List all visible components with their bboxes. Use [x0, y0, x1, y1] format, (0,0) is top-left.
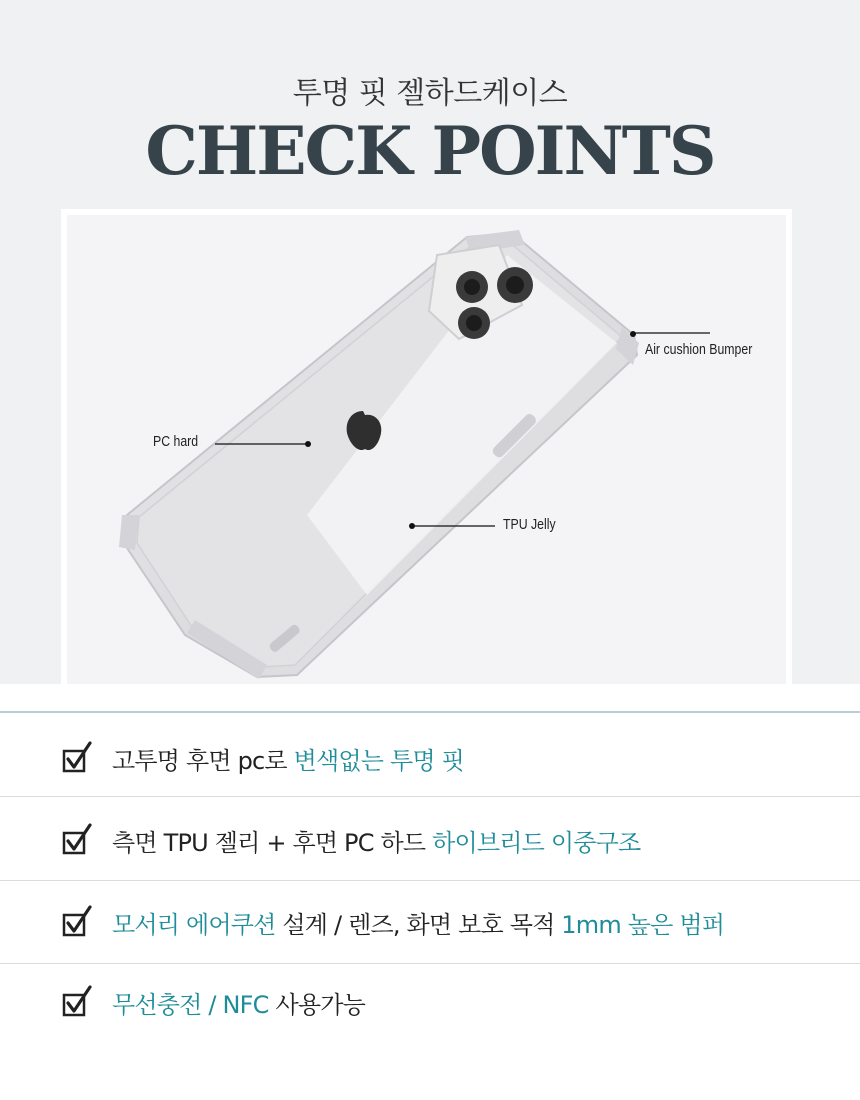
callout-air-cushion: Air cushion Bumper: [645, 341, 753, 358]
plain-text: 설계 / 렌즈, 화면 보호 목적: [275, 910, 562, 939]
check-point-item: [62, 900, 724, 944]
product-photo-frame: [61, 209, 792, 684]
check-point-text: [112, 985, 365, 1020]
highlight-text: 변색없는 투명 핏: [293, 746, 464, 775]
check-point-item: [62, 736, 464, 780]
plain-text: 사용가능: [268, 990, 365, 1019]
product-subtitle: 투명 핏 젤하드케이스: [292, 76, 568, 111]
row-divider: [0, 880, 860, 881]
callout-pc-hard: PC hard: [153, 433, 199, 450]
callout-tpu-jelly: TPU Jelly: [503, 516, 556, 533]
highlight-text: 모서리 에어쿠션: [112, 910, 276, 939]
check-point-text: [112, 823, 640, 858]
check-point-item: [62, 818, 640, 862]
highlight-text: 하이브리드 이중구조: [432, 828, 641, 857]
highlight-text: 1mm 높은 범퍼: [561, 910, 725, 939]
phone-case-body: [119, 230, 639, 679]
plain-text: 고투명 후면 pc로: [112, 746, 294, 775]
row-divider: [0, 796, 860, 797]
checkbox-checked-icon: [62, 741, 96, 775]
check-point-text: [112, 905, 724, 940]
highlight-text: 무선충전 / NFC: [112, 990, 269, 1019]
plain-text: 측면 TPU 젤리 + 후면 PC 하드: [112, 828, 433, 857]
page-title: CHECK POINTS: [145, 112, 715, 190]
product-photo: [67, 215, 786, 684]
section-divider: [0, 711, 860, 713]
check-point-item: [62, 980, 365, 1024]
checkbox-checked-icon: [62, 985, 96, 1019]
checkbox-checked-icon: [62, 823, 96, 857]
check-point-text: [112, 741, 464, 776]
row-divider: [0, 963, 860, 964]
checkbox-checked-icon: [62, 905, 96, 939]
